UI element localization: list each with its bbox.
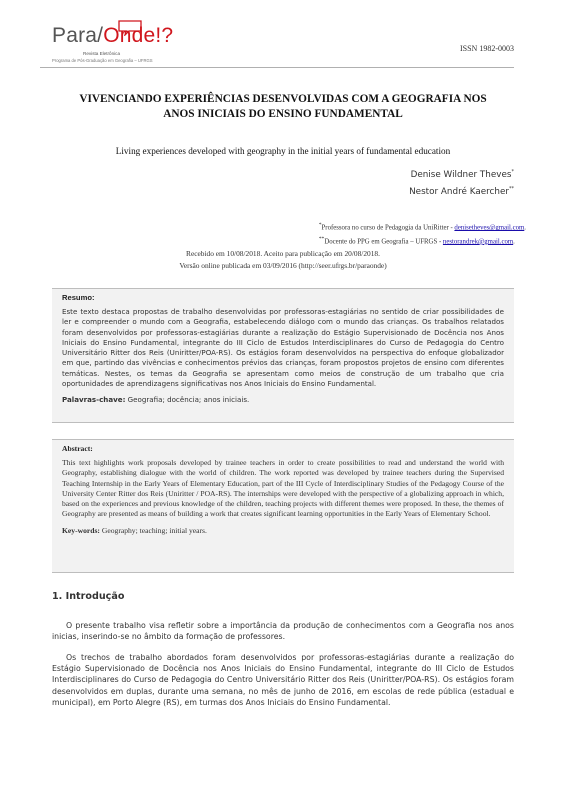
body-paragraph: O presente trabalho visa refletir sobre a importância da produção de conhecimentos com a Geografia nos anos inicias, inserindo-se no âmbito da formação de professores. (52, 621, 514, 642)
resumo-box (52, 288, 514, 423)
keywords-value: Geography; teaching; initial years. (99, 525, 207, 535)
logo-subtitle: Revista Eletrônica (83, 51, 121, 56)
logo-part2: Onde!? (103, 24, 174, 47)
affiliation-mark: * (318, 222, 322, 228)
affiliation-text: Professora no curso de Pedagogia da UniRitter - (321, 224, 455, 232)
logo-separator: / (97, 24, 104, 47)
affiliation-mark: ** (318, 235, 325, 242)
online-publication-line: Versão online publicada em 03/09/2016 (http://seer.ufrgs.br/paraonde) (179, 260, 387, 270)
author-1-email-link[interactable]: denisetheves@gmail.com (454, 224, 525, 232)
header-divider (40, 67, 514, 68)
resumo-heading: Resumo: (62, 293, 95, 302)
keywords-label: Key-words: (62, 525, 100, 535)
article-title (40, 92, 526, 122)
abstract-text: This text highlights work proposals developed by trainee teachers in order to create possibilities to read and understand the world with Geography, establishing dialogue with the world of children. The work reported was developed by trainee teachers during the Supervised Teaching Internship in the Early Years of Elementary Education, part of the III Cycle of Interdisciplinary Studies of the Pedagogy Course of the University Center Ritter dos Reis (Uniritter / POA-RS). The internships were developed with the perspective of a globalizing approach in which, based on the experiences and previous knowledge of the children, teaching projects with different themes were proposed. In these, the themes of Geography are presented as means of building a work that creates significant learning opportunities in the Early Years of Elementary School. (62, 458, 504, 519)
abstract-box (52, 439, 514, 573)
affiliation-text: Docente do PPG em Geografia – UFRGS - (324, 238, 443, 246)
title-line-2: ANOS INICIAIS DO ENSINO FUNDAMENTAL (163, 108, 403, 120)
affiliation-end: . (513, 238, 515, 246)
author-2-email-link[interactable]: nestorandrek@gmail.com (442, 238, 514, 246)
author-2 (409, 182, 514, 199)
logo-part1: Para (52, 24, 98, 47)
author-mark: ** (509, 186, 514, 193)
key-words (62, 526, 504, 535)
resumo-text: Este texto destaca propostas de trabalho desenvolvidas por professoras-estagiárias no sentido de criar possibilidades de ler e compreender o mundo com a Geografia, estabelecendo diálogo com o mundo das crianças. Os trabalhos relatados foram desenvolvidos por professoras-estagiárias durante a realização do Estágio Supervisionado de Docência nos Anos Iniciais do Ensino Fundamental, integrante do III Ciclo de Estudos Interdisciplinares do Curso de Pedagogia do Centro Universitário Ritter dos Reis (Uniritter/POA-RS). Os estágios foram desenvolvidos na perspectiva do enfoque globalizador em que, partindo das vivências e conhecimentos prévios das crianças, foram propostos projetos de ensino com diferentes temáticas. Nestes, os temas da Geografia se apresentam como meios de construção de um trabalho que cria oportunidades de aprendizagens significativas nos Anos Iniciais do Ensino Fundamental. (62, 307, 504, 389)
author-name: Nestor André Kaercher (409, 187, 509, 198)
article-subtitle-en: Living experiences developed with geography in the initial years of fundamental education (115, 146, 451, 156)
palavras-chave (62, 395, 504, 404)
author-name: Denise Wildner Theves (410, 169, 512, 180)
publication-dates (0, 248, 566, 271)
issn-label: ISSN 1982-0003 (459, 44, 514, 53)
title-line-1: VIVENCIANDO EXPERIÊNCIAS DESENVOLVIDAS COM A GEOGRAFIA NOS (79, 93, 487, 105)
author-mark: * (511, 169, 514, 175)
author-list (409, 165, 514, 200)
affiliations (319, 220, 526, 248)
affiliation-end: . (524, 224, 526, 232)
received-accepted-dates: Recebido em 10/08/2018. Aceito para publicação em 20/08/2018. (186, 249, 380, 258)
logo-wordmark (52, 24, 173, 48)
section-heading: 1. Introdução (52, 591, 125, 602)
affiliation-1 (319, 220, 526, 234)
keywords-value: Geografia; docência; anos iniciais. (125, 395, 250, 405)
keywords-label: Palavras-chave: (62, 395, 126, 405)
journal-logo (52, 20, 202, 72)
logo-program: Programa de Pós-Graduação em Geografia – UFRGS (52, 58, 153, 63)
author-1 (409, 165, 514, 182)
affiliation-2 (319, 234, 526, 248)
abstract-heading: Abstract: (62, 444, 93, 453)
body-paragraph: Os trechos de trabalho abordados foram desenvolvidos por professoras-estagiárias durante a realização do Estágio Supervisionado de Docência nos Anos Iniciais do Ensino Fundamental, integrante do III Ciclo de Estudos Interdisciplinares do Curso de Pedagogia do Centro Universitário Ritter dos Reis (Uniritter/POA-RS). Os estágios foram desenvolvidos em duplas, durante uma semana, no mês de junho de 2016, em escolas de rede pública (estadual e municipal), em Porto Alegre (RS), em turmas dos Anos Iniciais do Ensino Fundamental. (52, 653, 514, 707)
